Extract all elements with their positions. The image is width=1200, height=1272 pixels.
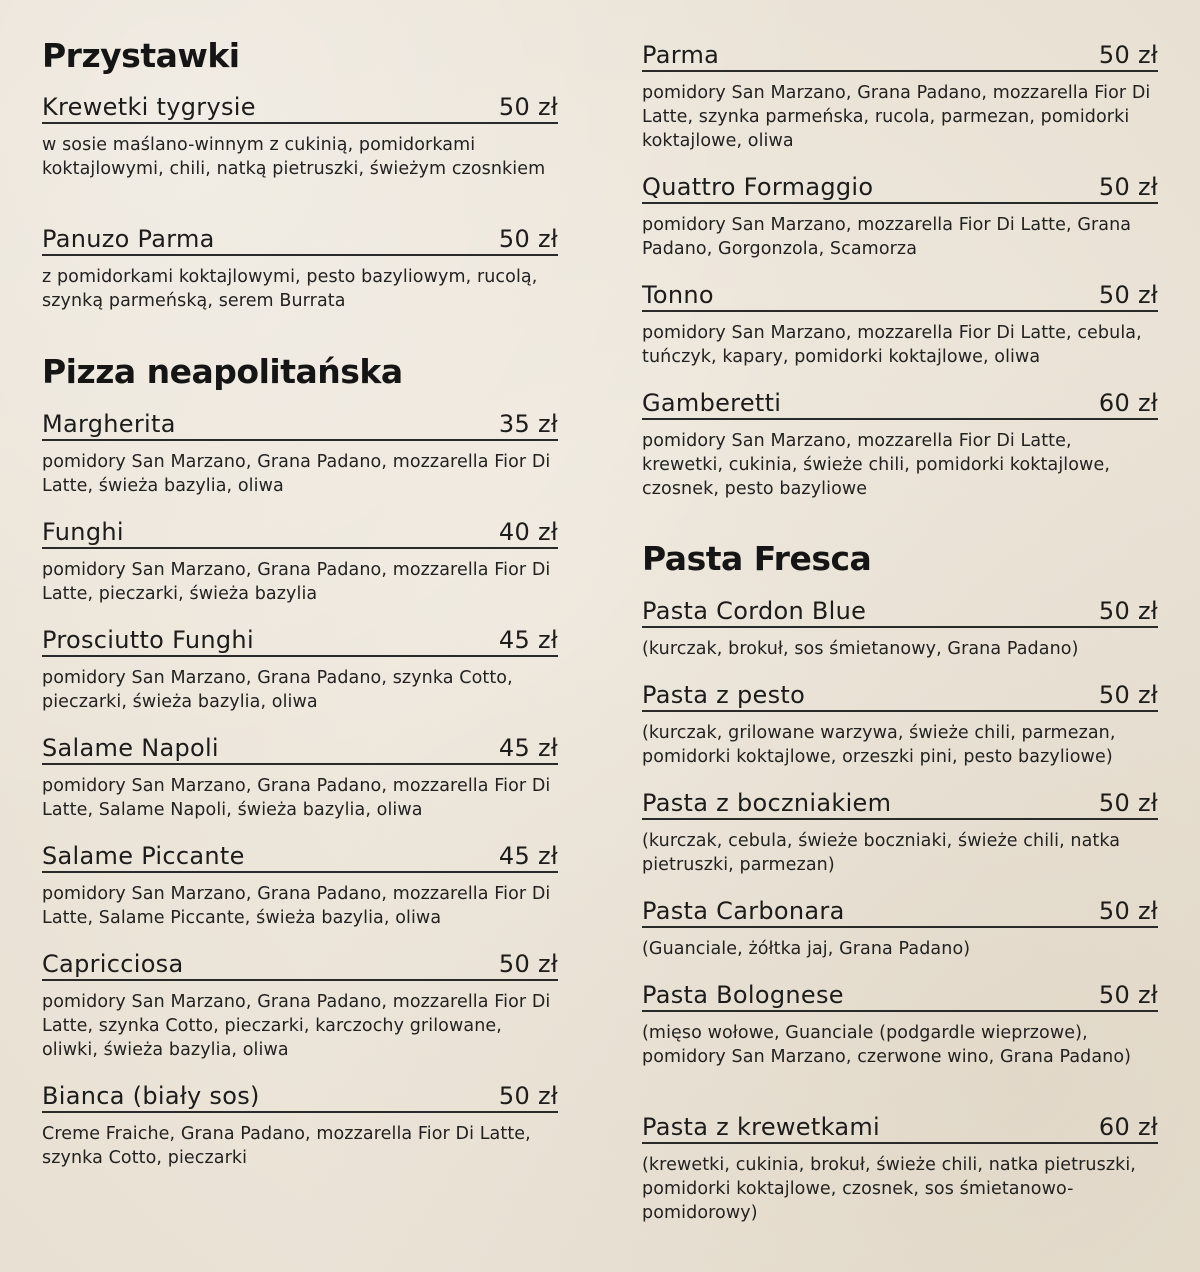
menu-item-header <box>642 892 1158 928</box>
menu-item <box>42 405 558 498</box>
menu-item-name: Pasta z pesto <box>642 681 806 709</box>
menu-item-header <box>42 729 558 765</box>
menu-item-price: 50 zł <box>1098 41 1158 69</box>
menu-item <box>42 621 558 714</box>
menu-item <box>42 220 558 313</box>
menu-item-description: pomidory San Marzano, Grana Padano, mozzarella Fior Di Latte, świeża bazylia, oliwa <box>42 452 551 496</box>
menu-item-header <box>42 405 558 441</box>
menu-item-price: 50 zł <box>1098 681 1158 709</box>
menu-item-header <box>42 220 558 256</box>
menu-item <box>42 837 558 930</box>
menu-item-header <box>642 168 1158 204</box>
menu-item-name: Funghi <box>42 518 124 546</box>
menu-item-name: Tonno <box>642 281 714 309</box>
menu-item-price: 50 zł <box>1098 173 1158 201</box>
menu-item-header <box>642 1108 1158 1144</box>
menu-item-description: (krewetki, cukinia, brokuł, świeże chili, natka pietruszki, pomidorki koktajlowe, czosnek, sos śmietanowo-pomidorowy) <box>642 1155 1136 1223</box>
menu-item-name: Pasta Bolognese <box>642 981 844 1009</box>
menu-item-description: pomidory San Marzano, Grana Padano, szynka Cotto, pieczarki, świeża bazylia, oliwa <box>42 668 513 712</box>
menu-item-name: Pasta z boczniakiem <box>642 789 892 817</box>
menu-item-header <box>642 36 1158 72</box>
menu-item <box>642 384 1158 501</box>
menu-item-header <box>42 88 558 124</box>
menu-item-header <box>642 384 1158 420</box>
menu-item-name: Bianca (biały sos) <box>42 1082 260 1110</box>
menu-item-header <box>642 976 1158 1012</box>
menu-item-description: pomidory San Marzano, Grana Padano, mozzarella Fior Di Latte, szynka parmeńska, rucola, parmezan, pomidorki koktajlowe, oliwa <box>642 83 1151 151</box>
menu-item-description: (kurczak, cebula, świeże boczniaki, świeże chili, natka pietruszki, parmezan) <box>642 831 1121 875</box>
menu-item-price: 35 zł <box>498 410 558 438</box>
menu-item-price: 50 zł <box>498 950 558 978</box>
menu-item-price: 40 zł <box>498 518 558 546</box>
menu-item-name: Salame Napoli <box>42 734 219 762</box>
menu-item-description: pomidory San Marzano, Grana Padano, mozzarella Fior Di Latte, szynka Cotto, pieczarki, karczochy grilowane, oliwki, świeża bazylia, oliwa <box>42 992 551 1060</box>
menu-item <box>642 784 1158 877</box>
menu-item <box>642 168 1158 261</box>
menu-item-name: Pasta Cordon Blue <box>642 597 867 625</box>
menu-item-description: pomidory San Marzano, mozzarella Fior Di Latte, Grana Padano, Gorgonzola, Scamorza <box>642 215 1132 259</box>
menu-item-price: 60 zł <box>1098 389 1158 417</box>
menu-item-header <box>642 676 1158 712</box>
menu-item-name: Pasta Carbonara <box>642 897 845 925</box>
menu-item-name: Capricciosa <box>42 950 184 978</box>
menu-item-price: 50 zł <box>1098 597 1158 625</box>
menu-item-header <box>42 621 558 657</box>
menu-item <box>42 88 558 181</box>
menu-item-price: 45 zł <box>498 842 558 870</box>
menu-item <box>642 892 1158 961</box>
menu-item-header <box>642 592 1158 628</box>
menu-item-name: Parma <box>642 41 720 69</box>
menu-item-description: pomidory San Marzano, mozzarella Fior Di Latte, krewetki, cukinia, świeże chili, pomidorki koktajlowe, czosnek, pesto bazyliowe <box>642 431 1110 499</box>
menu-item-price: 50 zł <box>498 1082 558 1110</box>
menu-item-price: 45 zł <box>498 626 558 654</box>
menu-item-price: 50 zł <box>1098 789 1158 817</box>
menu-item-header <box>42 837 558 873</box>
menu-item <box>642 1108 1158 1225</box>
menu-item-header <box>42 1077 558 1113</box>
section-title-pizza: Pizza neapolitańska <box>42 352 403 391</box>
menu-item-price: 50 zł <box>498 225 558 253</box>
menu-item-header <box>642 276 1158 312</box>
menu-item-header <box>42 513 558 549</box>
menu-item <box>42 945 558 1062</box>
menu-item <box>642 976 1158 1069</box>
menu-item-name: Margherita <box>42 410 176 438</box>
menu-item-description: z pomidorkami koktajlowymi, pesto bazyliowym, rucolą, szynką parmeńską, serem Burrata <box>42 267 538 311</box>
menu-item-description: (mięso wołowe, Guanciale (podgardle wieprzowe), pomidory San Marzano, czerwone wino, Grana Padano) <box>642 1023 1132 1067</box>
menu-item-price: 60 zł <box>1098 1113 1158 1141</box>
menu-item-name: Prosciutto Funghi <box>42 626 254 654</box>
menu-item-name: Krewetki tygrysie <box>42 93 256 121</box>
menu-item <box>642 276 1158 369</box>
menu-item-description: (kurczak, grilowane warzywa, świeże chili, parmezan, pomidorki koktajlowe, orzeszki pini, pesto bazyliowe) <box>642 723 1116 767</box>
menu-item-header <box>642 784 1158 820</box>
menu-item-price: 50 zł <box>1098 981 1158 1009</box>
menu-item-price: 45 zł <box>498 734 558 762</box>
menu-item-price: 50 zł <box>1098 897 1158 925</box>
menu-item <box>42 729 558 822</box>
menu-item <box>42 1077 558 1170</box>
menu-item-name: Gamberetti <box>642 389 782 417</box>
menu-item-name: Quattro Formaggio <box>642 173 874 201</box>
menu-item-description: pomidory San Marzano, Grana Padano, mozzarella Fior Di Latte, Salame Piccante, świeża bazylia, oliwa <box>42 884 551 928</box>
menu-item-price: 50 zł <box>1098 281 1158 309</box>
section-title-pasta: Pasta Fresca <box>642 539 872 578</box>
menu-item <box>642 592 1158 661</box>
section-title-przystawki: Przystawki <box>42 36 240 75</box>
menu-item-description: w sosie maślano-winnym z cukinią, pomidorkami koktajlowymi, chili, natką pietruszki, świeżym czosnkiem <box>42 135 546 179</box>
menu-item-description: (Guanciale, żółtka jaj, Grana Padano) <box>642 939 971 959</box>
menu-item-description: Creme Fraiche, Grana Padano, mozzarella Fior Di Latte, szynka Cotto, pieczarki <box>42 1124 531 1168</box>
menu-item-name: Panuzo Parma <box>42 225 215 253</box>
menu-item-description: pomidory San Marzano, Grana Padano, mozzarella Fior Di Latte, pieczarki, świeża bazylia <box>42 560 551 604</box>
menu-item-description: (kurczak, brokuł, sos śmietanowy, Grana Padano) <box>642 639 1079 659</box>
menu-item <box>642 676 1158 769</box>
menu-item <box>642 36 1158 153</box>
menu-item-header <box>42 945 558 981</box>
menu-item-price: 50 zł <box>498 93 558 121</box>
menu-item-name: Pasta z krewetkami <box>642 1113 881 1141</box>
menu-item <box>42 513 558 606</box>
menu-item-name: Salame Piccante <box>42 842 245 870</box>
menu-item-description: pomidory San Marzano, mozzarella Fior Di Latte, cebula, tuńczyk, kapary, pomidorki koktajlowe, oliwa <box>642 323 1142 367</box>
menu-item-description: pomidory San Marzano, Grana Padano, mozzarella Fior Di Latte, Salame Napoli, świeża bazylia, oliwa <box>42 776 551 820</box>
